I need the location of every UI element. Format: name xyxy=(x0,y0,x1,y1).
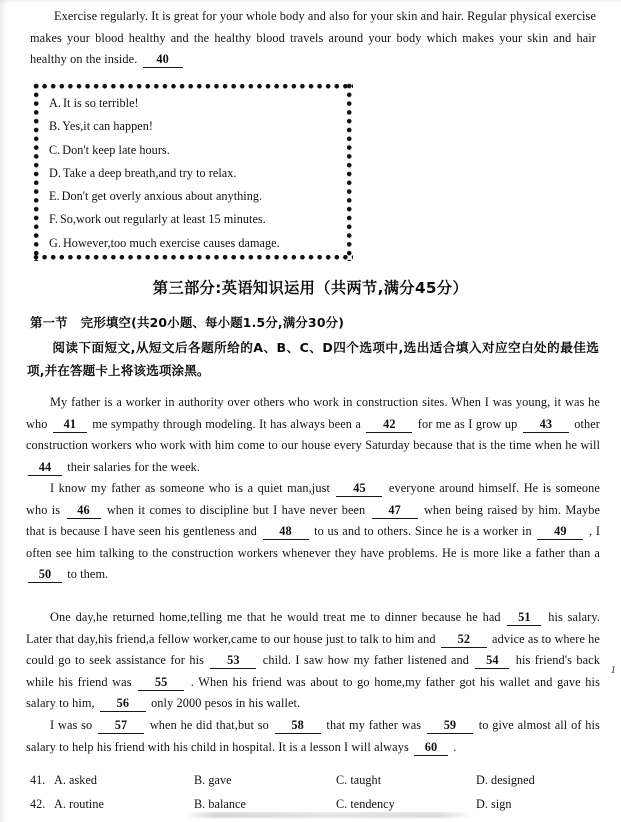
options-box xyxy=(36,86,350,258)
answer-row-42-number: 42. xyxy=(30,797,46,811)
margin-scan-mark: 1 xyxy=(610,664,616,676)
blank-60: 60 xyxy=(414,740,448,756)
blank-44: 44 xyxy=(28,460,62,476)
blank-53: 53 xyxy=(210,653,256,669)
p4-s3: that my father was xyxy=(326,718,422,732)
p3-s3: advice as to where he could go to seek assistance for his xyxy=(26,631,600,667)
p4-s5: . xyxy=(453,739,457,754)
blank-58: 58 xyxy=(275,718,321,734)
p4-s1: I was so xyxy=(50,718,93,732)
option-text-g: However,too much exercise causes damage. xyxy=(62,235,280,250)
subsection-title xyxy=(30,313,344,331)
option-label-c: C. xyxy=(49,142,61,157)
blank-51: 51 xyxy=(507,610,541,626)
p3-s7: only 2000 pesos in his wallet. xyxy=(151,696,301,710)
answer-row-42-choice-b[interactable]: B. balance xyxy=(194,797,246,811)
option-label-g: G. xyxy=(49,235,61,250)
blank-46: 46 xyxy=(67,503,101,519)
section-title: 第三部分:英语知识运用（共两节,满分45分） xyxy=(152,279,469,297)
passage-paragraph-4 xyxy=(26,715,600,758)
footer-cut-off-line xyxy=(180,812,480,818)
p3-s1: One day,he returned home,telling me that he would treat me to dinner because he had xyxy=(50,610,501,624)
passage-paragraph-3 xyxy=(26,607,600,715)
option-item-e xyxy=(49,185,340,208)
option-label-d: D. xyxy=(49,165,61,180)
blank-43: 43 xyxy=(523,417,569,433)
p2-s3: when it comes to discipline but I have never been xyxy=(106,502,366,517)
subsection-name: 完形填空(共20小题、每小题1.5分,满分30分) xyxy=(80,315,345,330)
box-border-right-wave xyxy=(346,83,353,261)
option-label-b: B. xyxy=(49,119,61,134)
p3-s4: child. I saw how my father listened and xyxy=(262,653,470,667)
blank-40: 40 xyxy=(143,52,183,68)
directions-body: 阅读下面短文,从短文后各题所给的A、B、C、D四个选项中,选出适合填入对应空白处的最佳选项,并在答题卡上将该选项涂黑。 xyxy=(27,340,599,378)
answer-row-41-choice-b[interactable]: B. gave xyxy=(194,773,232,787)
scan-edge-shadow-top xyxy=(0,0,621,5)
blank-56: 56 xyxy=(100,696,146,712)
p4-s2: when he did that,but so xyxy=(149,718,269,732)
p1-s4: other construction workers who work with him come to our house every Saturday because that is the time when he will xyxy=(26,416,601,452)
option-text-b: Yes,it can happen! xyxy=(62,119,153,134)
blank-57: 57 xyxy=(98,718,144,734)
option-item-a xyxy=(49,92,340,115)
p3-s6: . When his friend was about to go home,my father got his wallet and gave his salary to him, xyxy=(26,674,600,710)
subsection-label: 第一节 xyxy=(30,315,68,330)
blank-48: 48 xyxy=(263,524,309,540)
option-text-c: Don't keep late hours. xyxy=(62,142,170,157)
directions-text xyxy=(27,336,599,382)
option-label-e: E. xyxy=(49,189,60,204)
answer-row-41-choice-c[interactable]: C. taught xyxy=(336,773,382,787)
p2-s5: to us and to others. Since he is a worker in xyxy=(314,524,532,538)
blank-49: 49 xyxy=(537,524,583,540)
blank-47: 47 xyxy=(372,503,418,519)
intro-paragraph xyxy=(30,6,596,71)
blank-59: 59 xyxy=(427,718,473,734)
p1-s3: for me as I grow up xyxy=(417,416,518,431)
option-text-e: Don't get overly anxious about anything. xyxy=(61,189,263,204)
p2-s1: I know my father as someone who is a quiet man,just xyxy=(50,481,330,495)
option-text-a: It is so terrible! xyxy=(62,96,139,110)
p2-s6: , I often see him talking to the construction workers whenever they have problems. He is more like a father than a xyxy=(26,524,601,560)
p2-s4: when being raised by him. Maybe that is because I have seen his gentleness and xyxy=(26,502,600,538)
option-item-b xyxy=(49,115,340,138)
option-text-f: So,work out regularly at least 15 minutes. xyxy=(59,212,266,227)
blank-42: 42 xyxy=(366,417,412,433)
answer-row-42-choice-a[interactable]: A. routine xyxy=(54,797,104,811)
answer-row-41-choice-a[interactable]: A. asked xyxy=(54,773,98,787)
answer-options-list xyxy=(30,768,606,816)
box-border-top-wave xyxy=(33,83,353,90)
blank-55: 55 xyxy=(138,675,184,691)
passage-paragraph-1 xyxy=(26,392,600,478)
option-item-f xyxy=(49,208,340,231)
option-item-d xyxy=(49,162,340,185)
p3-s5: his friend's back while his friend was xyxy=(26,653,600,689)
option-item-g xyxy=(49,232,340,255)
p1-s1: My father is a worker in authority over others who work in construction sites. When I was young, it was he who xyxy=(26,395,600,431)
blank-41: 41 xyxy=(53,417,87,433)
answer-row-41-choice-d[interactable]: D. designed xyxy=(476,773,535,787)
p2-s7: to them. xyxy=(67,567,109,581)
options-list xyxy=(49,92,340,255)
blank-50: 50 xyxy=(28,567,62,583)
box-border-left-wave xyxy=(33,83,40,261)
option-item-c xyxy=(49,139,340,162)
answer-row-42-choice-d[interactable]: D. sign xyxy=(476,797,512,811)
passage-paragraph-2 xyxy=(26,478,600,586)
p2-s2: everyone around himself. He is someone who is xyxy=(26,481,600,517)
answer-row-41-number: 41. xyxy=(30,773,46,787)
p1-s2: me sympathy through modeling. It has always been a xyxy=(92,416,361,431)
blank-45: 45 xyxy=(336,481,382,497)
answer-row-42-choice-c[interactable]: C. tendency xyxy=(336,797,395,811)
scan-edge-shadow-left xyxy=(0,0,9,822)
blank-52: 52 xyxy=(441,632,487,648)
p3-s2: his salary. Later that day,his friend,a fellow worker,came to our house just to talk to him and xyxy=(26,610,600,646)
blank-54: 54 xyxy=(475,653,509,669)
p1-s5: their salaries for the week. xyxy=(67,459,201,474)
intro-paragraph-text: Exercise regularly. It is great for your whole body and also for your skin and hair. Regular physical exercise makes your blood healthy and the healthy blood travels around your body which makes your skin and hair healthy on the inside. xyxy=(30,9,596,66)
p4-s4: to give almost all of his salary to help his friend with his child in hospital. It is a lesson I will always xyxy=(26,718,600,754)
answer-row-41 xyxy=(30,768,606,792)
option-text-d: Take a deep breath,and try to relax. xyxy=(62,165,237,180)
option-label-f: F. xyxy=(49,212,58,227)
option-label-a: A. xyxy=(49,96,61,110)
